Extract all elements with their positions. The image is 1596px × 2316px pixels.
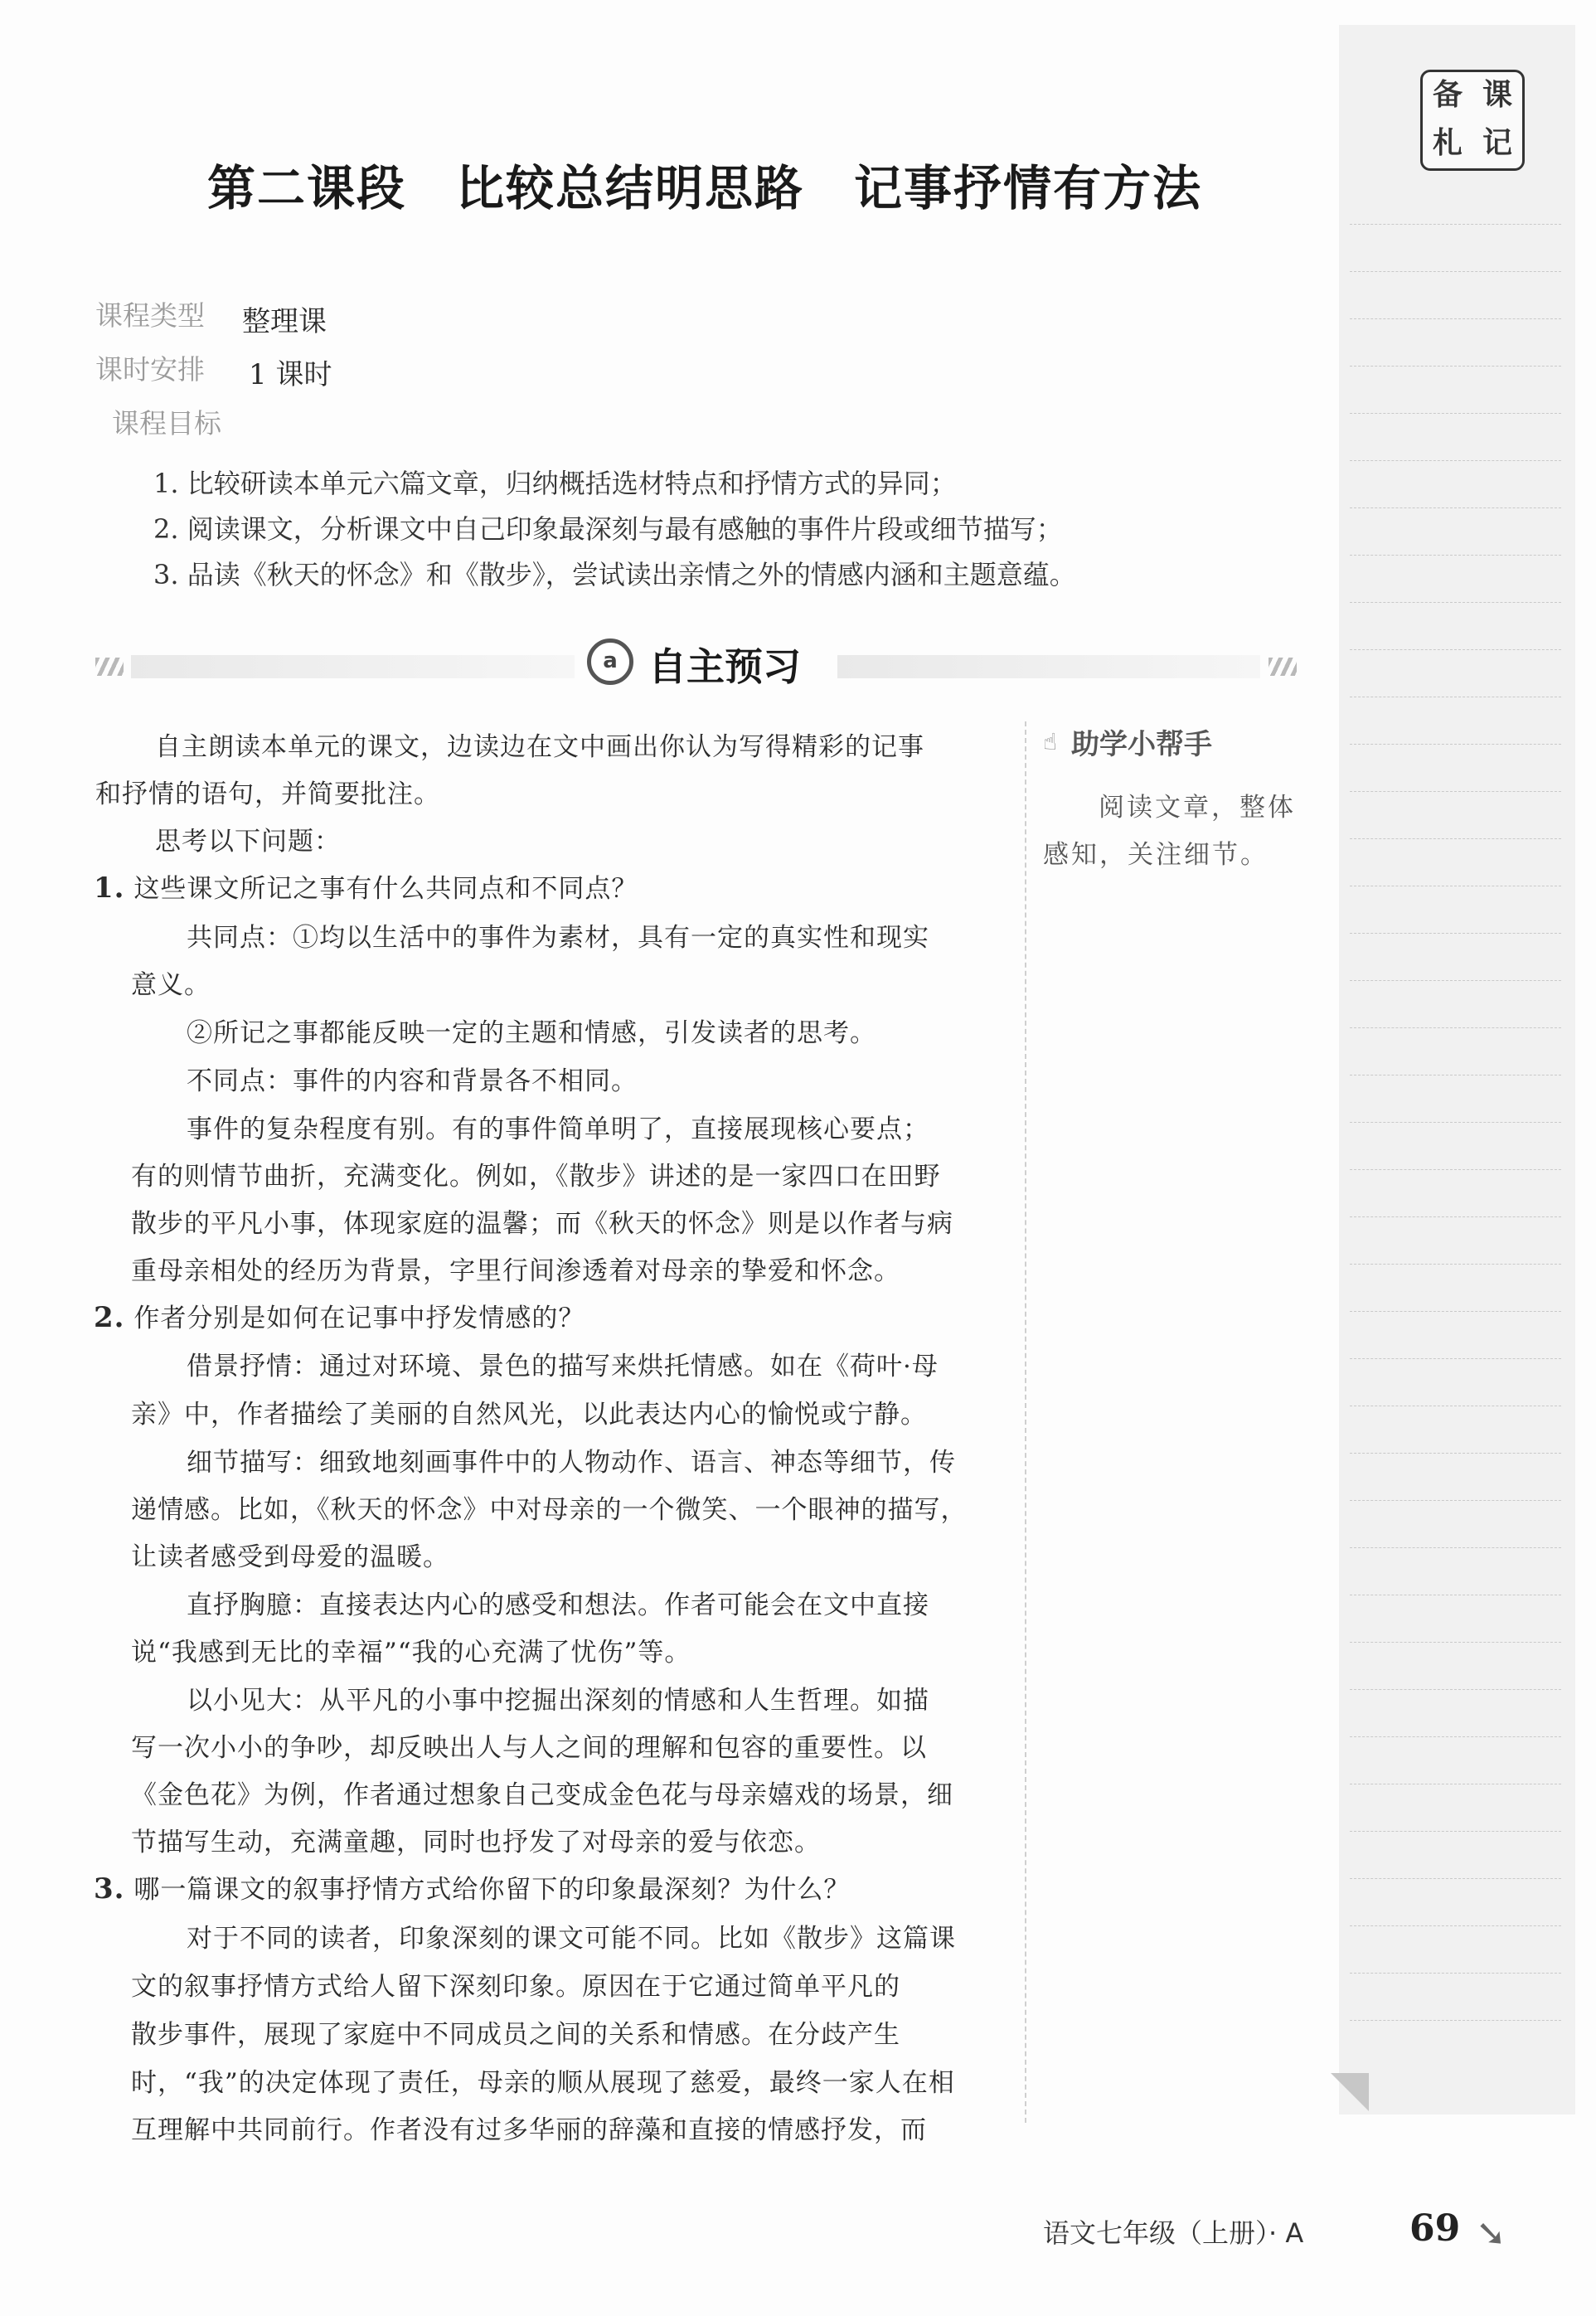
stamp-char: 札	[1432, 126, 1463, 160]
note-line	[1350, 1925, 1561, 1926]
note-line	[1350, 1453, 1561, 1454]
page-title: 第二课段 比较总结明思路 记事抒情有方法	[207, 160, 1203, 216]
note-line	[1350, 791, 1561, 792]
thumbs-up-icon: ☝	[1043, 728, 1058, 755]
answer-line: 《金色花》为例，作者通过想象自己变成金色花与母亲嬉戏的场景，细	[131, 1780, 953, 1810]
banner-stripe-left	[95, 658, 124, 676]
helper-line: 感知，关注细节。	[1043, 840, 1269, 870]
banner-stripe-right	[1269, 658, 1297, 676]
answer-line: 以小见大：从平凡的小事中挖掘出深刻的情感和人生哲理。如描	[187, 1686, 929, 1716]
stamp-char: 备	[1432, 78, 1463, 112]
question-number: 2.	[94, 1301, 125, 1334]
note-line	[1350, 1547, 1561, 1548]
note-line	[1350, 1642, 1561, 1643]
note-line	[1350, 1122, 1561, 1123]
course-time-label: 课时安排	[95, 353, 205, 386]
answer-line: 亲》中，作者描绘了美丽的自然风光，以此表达内心的愉悦或宁静。	[131, 1400, 927, 1430]
notes-corner-fold	[1331, 2073, 1369, 2111]
note-line	[1350, 366, 1561, 367]
note-line	[1350, 271, 1561, 272]
note-line	[1350, 460, 1561, 461]
question-1	[94, 867, 638, 905]
answer-line: ②所记之事都能反映一定的主题和情感，引发读者的思考。	[187, 1018, 876, 1048]
intro-line: 和抒情的语句，并简要批注。	[95, 779, 440, 809]
note-line	[1350, 1216, 1561, 1217]
answer-line: 互理解中共同前行。作者没有过多华丽的辞藻和直接的情感抒发，而	[131, 2115, 927, 2145]
note-line	[1350, 1264, 1561, 1265]
answer-line: 直抒胸臆：直接表达内心的感受和想法。作者可能会在文中直接	[187, 1590, 929, 1620]
note-line	[1350, 1169, 1561, 1170]
answer-line: 散步的平凡小事，体现家庭的温馨；而《秋天的怀念》则是以作者与病	[131, 1209, 953, 1239]
answer-line: 共同点：①均以生活中的事件为素材，具有一定的真实性和现实	[187, 923, 929, 953]
course-type-label: 课程类型	[95, 299, 205, 332]
section-title: 自主预习	[648, 644, 801, 689]
note-line	[1350, 413, 1561, 414]
note-line	[1350, 744, 1561, 745]
question-number: 1.	[94, 872, 125, 905]
answer-line: 递情感。比如，《秋天的怀念》中对母亲的一个微笑、一个眼神的描写，	[131, 1495, 968, 1525]
answer-line: 有的则情节曲折，充满变化。例如，《散步》讲述的是一家四口在田野	[131, 1162, 941, 1192]
note-line	[1350, 224, 1561, 225]
note-line	[1350, 1878, 1561, 1879]
helper-line: 阅读文章，整体	[1099, 793, 1296, 823]
note-line	[1350, 649, 1561, 650]
note-line	[1350, 1736, 1561, 1737]
notes-stamp	[1420, 70, 1525, 171]
answer-line: 文的叙事抒情方式给人留下深刻印象。原因在于它通过简单平凡的	[131, 1972, 900, 2002]
note-line	[1350, 318, 1561, 319]
note-line	[1350, 1500, 1561, 1501]
question-number: 3.	[94, 1872, 125, 1906]
note-line	[1350, 1831, 1561, 1832]
course-type-value: 整理课	[242, 305, 327, 338]
answer-line: 时，“我”的决定体现了责任，母亲的顺从展现了慈爱，最终一家人在相	[131, 2068, 955, 2098]
goal-item: 2. 阅读课文，分析课文中自己印象最深刻与最有感触的事件片段或细节描写；	[153, 513, 1063, 545]
notes-panel	[1339, 25, 1575, 2115]
goal-item: 1. 比较研读本单元六篇文章，归纳概括选材特点和抒情方式的异同；	[153, 468, 957, 499]
intro-line: 思考以下问题：	[155, 827, 341, 857]
answer-line: 细节描写：细致地刻画事件中的人物动作、语言、神态等细节，传	[187, 1448, 956, 1478]
footer-book-title: 语文七年级（上册）· A	[1043, 2217, 1304, 2249]
answer-line: 对于不同的读者，印象深刻的课文可能不同。比如《散步》这篇课	[187, 1924, 956, 1954]
note-line	[1350, 602, 1561, 603]
question-2	[94, 1297, 585, 1334]
answer-line: 让读者感受到母爱的温暖。	[131, 1542, 449, 1572]
note-line	[1350, 1027, 1561, 1028]
note-line	[1350, 1311, 1561, 1312]
answer-line: 节描写生动，充满童趣，同时也抒发了对母亲的爱与依恋。	[131, 1828, 821, 1857]
page-number: 69	[1409, 2207, 1461, 2250]
question-3	[94, 1868, 850, 1906]
answer-line: 散步事件，展现了家庭中不同成员之间的关系和情感。在分歧产生	[131, 2020, 900, 2050]
answer-line: 说“我感到无比的幸福”“我的心充满了忧伤”等。	[131, 1638, 691, 1668]
note-line	[1350, 838, 1561, 839]
answer-line: 事件的复杂程度有别。有的事件简单明了，直接展现核心要点；	[187, 1114, 929, 1144]
stamp-char: 记	[1482, 126, 1512, 160]
note-line	[1350, 555, 1561, 556]
goal-item: 3. 品读《秋天的怀念》和《散步》，尝试读出亲情之外的情感内涵和主题意蕴。	[153, 559, 1076, 590]
corner-arrow-icon: ➘	[1476, 2212, 1506, 2255]
section-icon: a	[587, 638, 633, 685]
answer-line: 重母亲相处的经历为背景，字里行间渗透着对母亲的挚爱和怀念。	[131, 1256, 900, 1286]
note-line	[1350, 507, 1561, 508]
note-line	[1350, 1358, 1561, 1359]
answer-line: 意义。	[131, 970, 211, 1000]
answer-line: 借景抒情：通过对环境、景色的描写来烘托情感。如在《荷叶·母	[187, 1352, 939, 1381]
question-text: 哪一篇课文的叙事抒情方式给你留下的印象最深刻？为什么？	[133, 1875, 851, 1905]
banner-bar-right	[837, 655, 1260, 678]
note-line	[1350, 933, 1561, 934]
helper-title: 助学小帮手	[1071, 728, 1212, 761]
column-divider	[1025, 721, 1026, 2123]
note-line	[1350, 2020, 1561, 2021]
answer-line: 不同点：事件的内容和背景各不相同。	[187, 1066, 638, 1096]
banner-bar-left	[131, 655, 575, 678]
intro-line: 自主朗读本单元的课文，边读边在文中画出你认为写得精彩的记事	[155, 732, 924, 762]
note-line	[1350, 1689, 1561, 1690]
course-goals-label: 课程目标	[112, 407, 221, 439]
stamp-char: 课	[1482, 78, 1512, 112]
question-text: 这些课文所记之事有什么共同点和不同点？	[133, 874, 638, 904]
note-line	[1350, 980, 1561, 981]
course-time-value: 1 课时	[249, 358, 332, 391]
question-text: 作者分别是如何在记事中抒发情感的？	[133, 1304, 585, 1333]
answer-line: 写一次小小的争吵，却反映出人与人之间的理解和包容的重要性。以	[131, 1733, 927, 1763]
note-line	[1350, 1973, 1561, 1974]
